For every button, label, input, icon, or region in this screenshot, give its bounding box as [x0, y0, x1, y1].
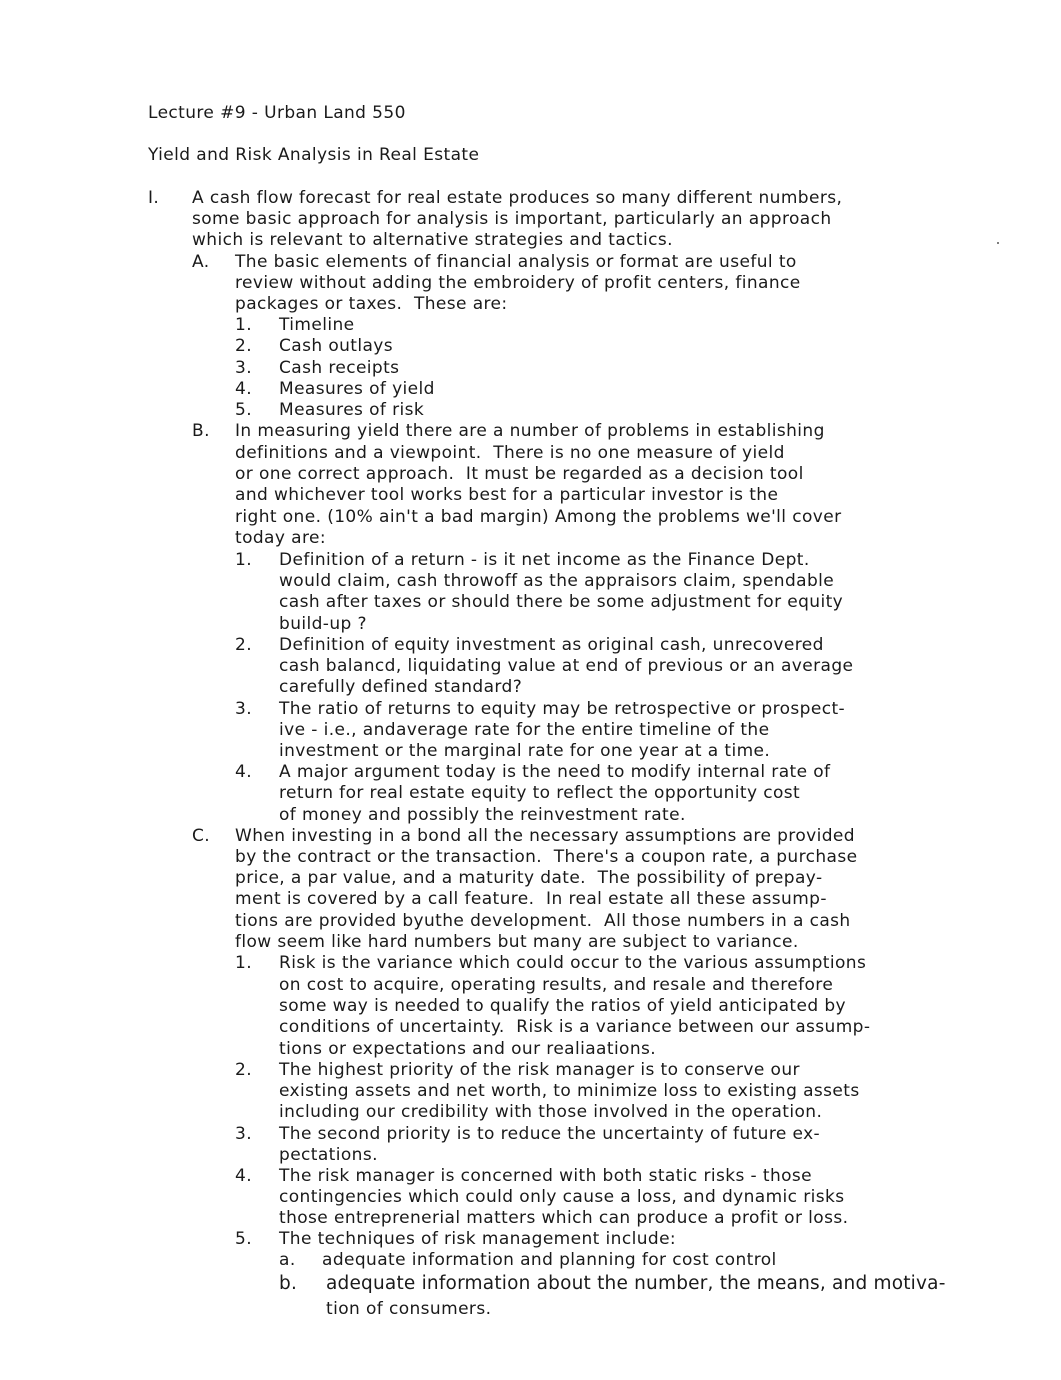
list-item-marker: 2. — [235, 336, 253, 356]
sub-item-marker: a. — [279, 1250, 296, 1270]
list-item-line: on cost to acquire, operating results, and resale and therefore — [279, 975, 834, 995]
list-item-marker: 5. — [235, 1229, 253, 1249]
section-c-line: tions are provided byuthe development. All those numbers in a cash — [235, 911, 851, 931]
list-item-line: tions or expectations and our realiaations. — [279, 1039, 657, 1059]
list-item-line: contingencies which could only cause a loss, and dynamic risks — [279, 1187, 845, 1207]
list-item-line: cash balancd, liquidating value at end of previous or an average — [279, 656, 854, 676]
sub-item-line: tion of consumers. — [326, 1299, 492, 1319]
section-c-line: ment is covered by a call feature. In real estate all these assump- — [235, 889, 827, 909]
list-item-marker: 4. — [235, 379, 253, 399]
section-a-marker: A. — [192, 252, 210, 272]
list-item: Cash outlays — [279, 336, 394, 356]
list-item: Timeline — [279, 315, 355, 335]
list-item-marker: 2. — [235, 635, 253, 655]
section-b-line: right one. (10% ain't a bad margin) Among the problems we'll cover — [235, 507, 842, 527]
list-item-marker: 3. — [235, 358, 253, 378]
list-item-marker: 4. — [235, 762, 253, 782]
section-b-line: definitions and a viewpoint. There is no one measure of yield — [235, 443, 785, 463]
list-item-line: The ratio of returns to equity may be retrospective or prospect- — [279, 699, 846, 719]
list-item-line: including our credibility with those involved in the operation. — [279, 1102, 823, 1122]
list-item-marker: 3. — [235, 1124, 253, 1144]
section-c-marker: C. — [192, 826, 211, 846]
list-item-line: would claim, cash throwoff as the appraisors claim, spendable — [279, 571, 835, 591]
list-item-line: The highest priority of the risk manager is to conserve our — [279, 1060, 800, 1080]
section-b-line: and whichever tool works best for a particular investor is the — [235, 485, 779, 505]
list-item-line: The techniques of risk management include: — [279, 1229, 677, 1249]
section-1-marker: I. — [148, 188, 160, 208]
list-item: Measures of yield — [279, 379, 435, 399]
list-item-marker: 1. — [235, 550, 253, 570]
section-a-line: packages or taxes. These are: — [235, 294, 508, 314]
list-item-line: A major argument today is the need to modify internal rate of — [279, 762, 831, 782]
list-item-line: of money and possibly the reinvestment rate. — [279, 805, 686, 825]
lecture-subtitle: Yield and Risk Analysis in Real Estate — [148, 145, 480, 165]
list-item-line: build-up ? — [279, 614, 367, 634]
section-c-line: price, a par value, and a maturity date. The possibility of prepay- — [235, 868, 823, 888]
section-c-line: by the contract or the transaction. There's a coupon rate, a purchase — [235, 847, 858, 867]
list-item-line: Risk is the variance which could occur to the various assumptions — [279, 953, 867, 973]
section-b-line: In measuring yield there are a number of problems in establishing — [235, 421, 825, 441]
list-item: Measures of risk — [279, 400, 425, 420]
list-item-line: Definition of equity investment as original cash, unrecovered — [279, 635, 824, 655]
lecture-title: Lecture #9 - Urban Land 550 — [148, 103, 406, 123]
list-item-line: The risk manager is concerned with both static risks - those — [279, 1166, 813, 1186]
list-item-line: The second priority is to reduce the uncertainty of future ex- — [279, 1124, 821, 1144]
list-item-line: Definition of a return - is it net income as the Finance Dept. — [279, 550, 810, 570]
list-item-line: those entreprenerial matters which can produce a profit or loss. — [279, 1208, 849, 1228]
list-item: Cash receipts — [279, 358, 400, 378]
sub-item-line: adequate information about the number, the means, and motiva- — [326, 1273, 946, 1294]
list-item-line: return for real estate equity to reflect the opportunity cost — [279, 783, 801, 803]
list-item-line: investment or the marginal rate for one year at a time. — [279, 741, 771, 761]
sub-item-marker: b. — [279, 1273, 298, 1294]
sub-item-line: adequate information and planning for cost control — [322, 1250, 777, 1270]
list-item-line: ive - i.e., andaverage rate for the entire timeline of the — [279, 720, 770, 740]
list-item-marker: 1. — [235, 953, 253, 973]
list-item-line: conditions of uncertainty. Risk is a variance between our assump- — [279, 1017, 871, 1037]
section-b-marker: B. — [192, 421, 210, 441]
section-c-line: flow seem like hard numbers but many are subject to variance. — [235, 932, 799, 952]
list-item-marker: 4. — [235, 1166, 253, 1186]
section-b-line: or one correct approach. It must be regarded as a decision tool — [235, 464, 804, 484]
section-a-line: The basic elements of financial analysis or format are useful to — [235, 252, 797, 272]
list-item-line: cash after taxes or should there be some adjustment for equity — [279, 592, 844, 612]
list-item-line: existing assets and net worth, to minimize loss to existing assets — [279, 1081, 860, 1101]
list-item-marker: 2. — [235, 1060, 253, 1080]
section-c-line: When investing in a bond all the necessary assumptions are provided — [235, 826, 855, 846]
section-1-line: which is relevant to alternative strategies and tactics. — [192, 230, 673, 250]
list-item-line: some way is needed to qualify the ratios of yield anticipated by — [279, 996, 846, 1016]
section-1-line: some basic approach for analysis is important, particularly an approach — [192, 209, 832, 229]
list-item-line: pectations. — [279, 1145, 378, 1165]
section-1-line: A cash flow forecast for real estate produces so many different numbers, — [192, 188, 843, 208]
section-b-line: today are: — [235, 528, 326, 548]
list-item-marker: 1. — [235, 315, 253, 335]
section-a-line: review without adding the embroidery of profit centers, finance — [235, 273, 801, 293]
list-item-marker: 3. — [235, 699, 253, 719]
list-item-line: carefully defined standard? — [279, 677, 523, 697]
stray-dot — [997, 242, 999, 244]
list-item-marker: 5. — [235, 400, 253, 420]
